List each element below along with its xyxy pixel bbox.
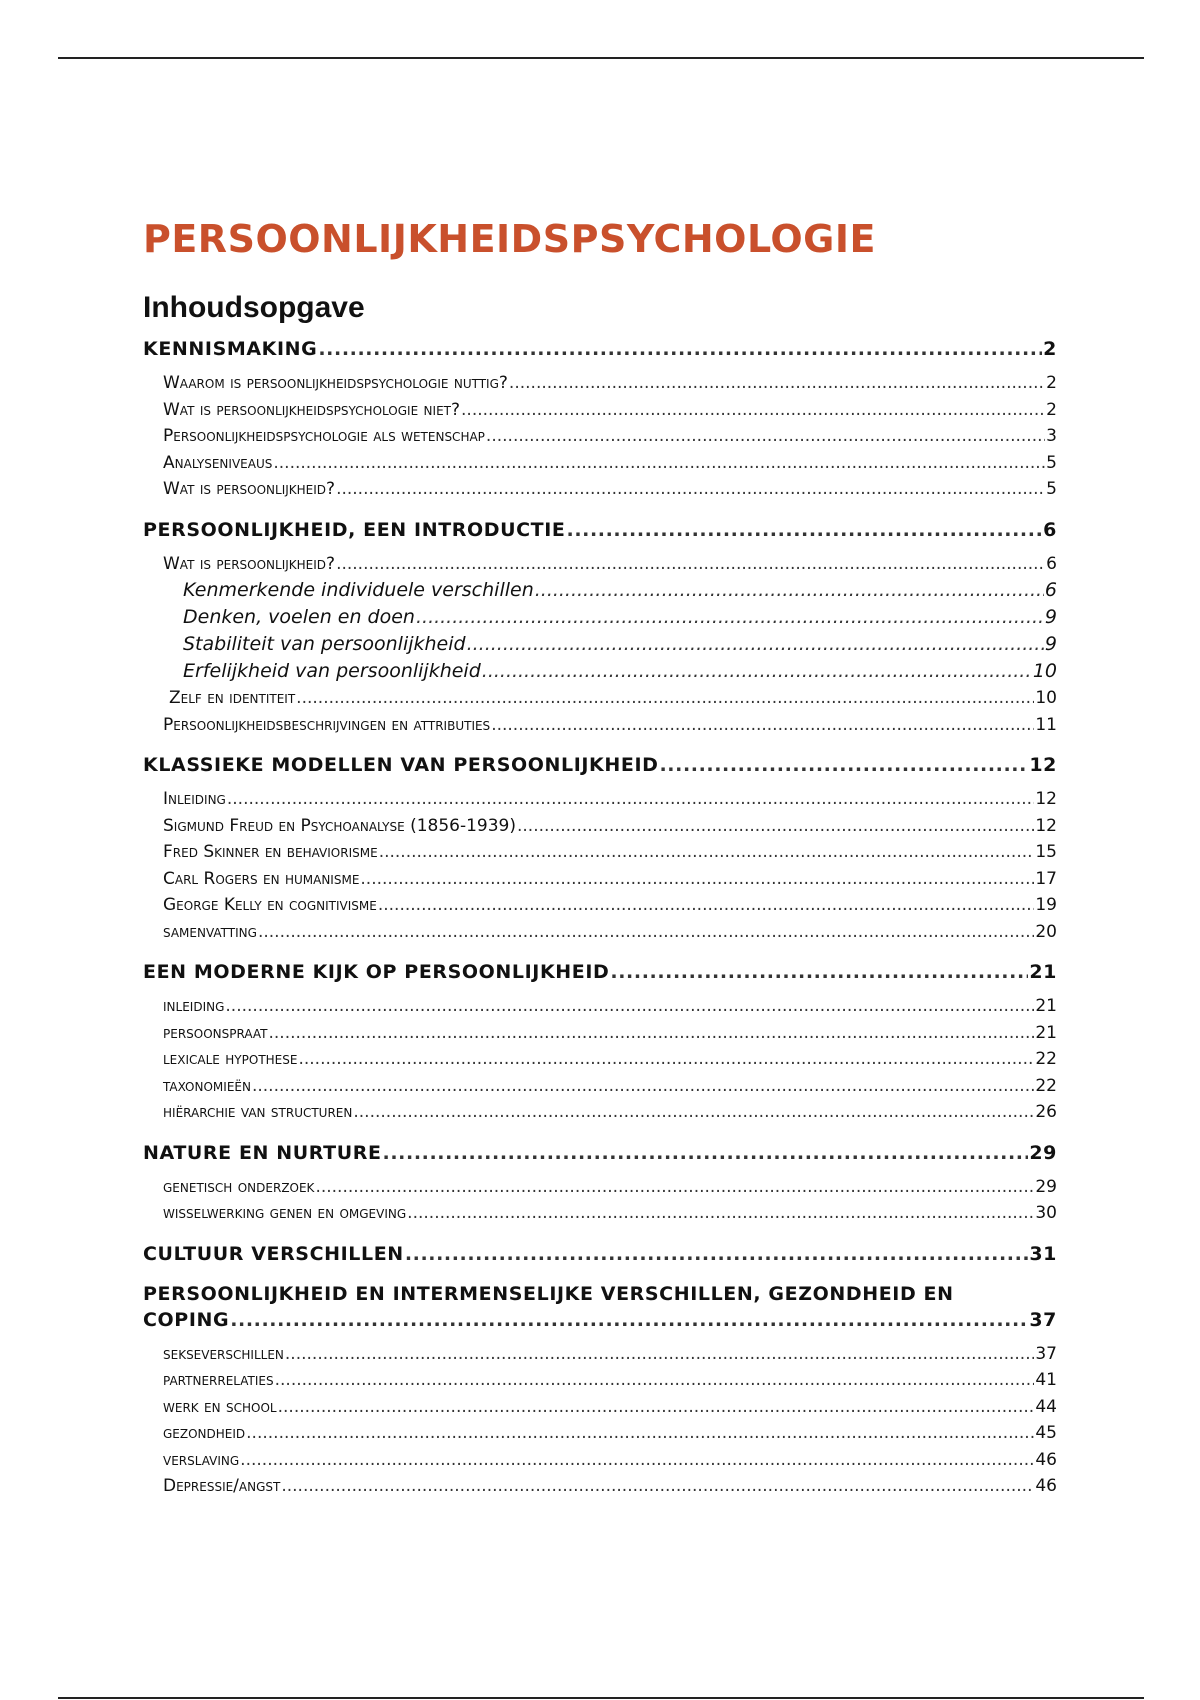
- header-rule: [58, 57, 1144, 59]
- toc-entry-klassieke-modellen[interactable]: KLASSIEKE MODELLEN VAN PERSOONLIJKHEID ..... 12: [143, 752, 1057, 778]
- toc-entry-kennismaking[interactable]: KENNISMAKING ..... 2: [143, 336, 1057, 362]
- toc-heading: Inhoudsopgave: [143, 291, 365, 324]
- toc-entry[interactable]: Erfelijkheid van persoonlijkheid ..... 10: [143, 658, 1057, 685]
- document-body: [143, 210, 1057, 1500]
- toc-entry[interactable]: verslaving ..... 46: [143, 1447, 1057, 1474]
- toc-entry[interactable]: gezondheid ..... 45: [143, 1420, 1057, 1447]
- toc-entry[interactable]: taxonomieën ..... 22: [143, 1073, 1057, 1100]
- toc-entry[interactable]: Sigmund Freud en Psychoanalyse (1856-1939) ..... 12: [143, 813, 1057, 840]
- toc-entry[interactable]: hiërarchie van structuren ..... 26: [143, 1099, 1057, 1126]
- toc-entry[interactable]: Persoonlijkheidsbeschrijvingen en attributies ..... 11: [143, 712, 1057, 739]
- toc-entry[interactable]: inleiding ..... 21: [143, 993, 1057, 1020]
- toc-entry[interactable]: Analyseniveaus ..... 5: [143, 450, 1057, 477]
- document-title: PERSOONLIJKHEIDSPSYCHOLOGIE: [143, 217, 876, 261]
- toc-entry[interactable]: wisselwerking genen en omgeving ..... 30: [143, 1200, 1057, 1227]
- toc-entry[interactable]: Zelf en identiteit ..... 10: [143, 685, 1057, 712]
- toc-entry[interactable]: Fred Skinner en behaviorisme ..... 15: [143, 839, 1057, 866]
- footer-rule: [58, 1697, 1144, 1699]
- toc-entry-intermenselijk[interactable]: COPING ..... 37: [143, 1307, 1057, 1333]
- toc-entry[interactable]: Wat is persoonlijkheid? ..... 5: [143, 476, 1057, 503]
- toc-entry[interactable]: sekseverschillen ..... 37: [143, 1341, 1057, 1368]
- toc-entry[interactable]: Depressie/angst ..... 46: [143, 1473, 1057, 1500]
- toc-entry-introductie[interactable]: PERSOONLIJKHEID, EEN INTRODUCTIE ..... 6: [143, 517, 1057, 543]
- table-of-contents: [143, 336, 1057, 1500]
- toc-entry[interactable]: lexicale hypothese ..... 22: [143, 1046, 1057, 1073]
- toc-entry[interactable]: Persoonlijkheidspsychologie als wetenschap ..... 3: [143, 423, 1057, 450]
- toc-entry[interactable]: Denken, voelen en doen ..... 9: [143, 604, 1057, 631]
- toc-entry-intermenselijk-line1[interactable]: PERSOONLIJKHEID EN INTERMENSELIJKE VERSCHILLEN, GEZONDHEID EN: [143, 1282, 954, 1305]
- toc-entry-cultuur[interactable]: CULTUUR VERSCHILLEN ..... 31: [143, 1241, 1057, 1267]
- toc-entry[interactable]: genetisch onderzoek ..... 29: [143, 1174, 1057, 1201]
- toc-entry[interactable]: Wat is persoonlijkheid? ..... 6: [143, 551, 1057, 578]
- toc-entry[interactable]: George Kelly en cognitivisme ..... 19: [143, 892, 1057, 919]
- toc-entry[interactable]: Carl Rogers en humanisme ..... 17: [143, 866, 1057, 893]
- toc-entry[interactable]: werk en school ..... 44: [143, 1394, 1057, 1421]
- toc-entry-moderne-kijk[interactable]: EEN MODERNE KIJK OP PERSOONLIJKHEID ..... 21: [143, 959, 1057, 985]
- toc-entry[interactable]: Wat is persoonlijkheidspsychologie niet? ..... 2: [143, 397, 1057, 424]
- toc-entry[interactable]: Inleiding ..... 12: [143, 786, 1057, 813]
- toc-entry[interactable]: persoonspraat ..... 21: [143, 1020, 1057, 1047]
- toc-entry[interactable]: Kenmerkende individuele verschillen ..... 6: [143, 577, 1057, 604]
- toc-entry[interactable]: Waarom is persoonlijkheidspsychologie nuttig? ..... 2: [143, 370, 1057, 397]
- toc-entry-nature-nurture[interactable]: NATURE EN NURTURE ..... 29: [143, 1140, 1057, 1166]
- toc-entry[interactable]: Stabiliteit van persoonlijkheid ..... 9: [143, 631, 1057, 658]
- toc-entry[interactable]: partnerrelaties ..... 41: [143, 1367, 1057, 1394]
- toc-entry[interactable]: samenvatting ..... 20: [143, 919, 1057, 946]
